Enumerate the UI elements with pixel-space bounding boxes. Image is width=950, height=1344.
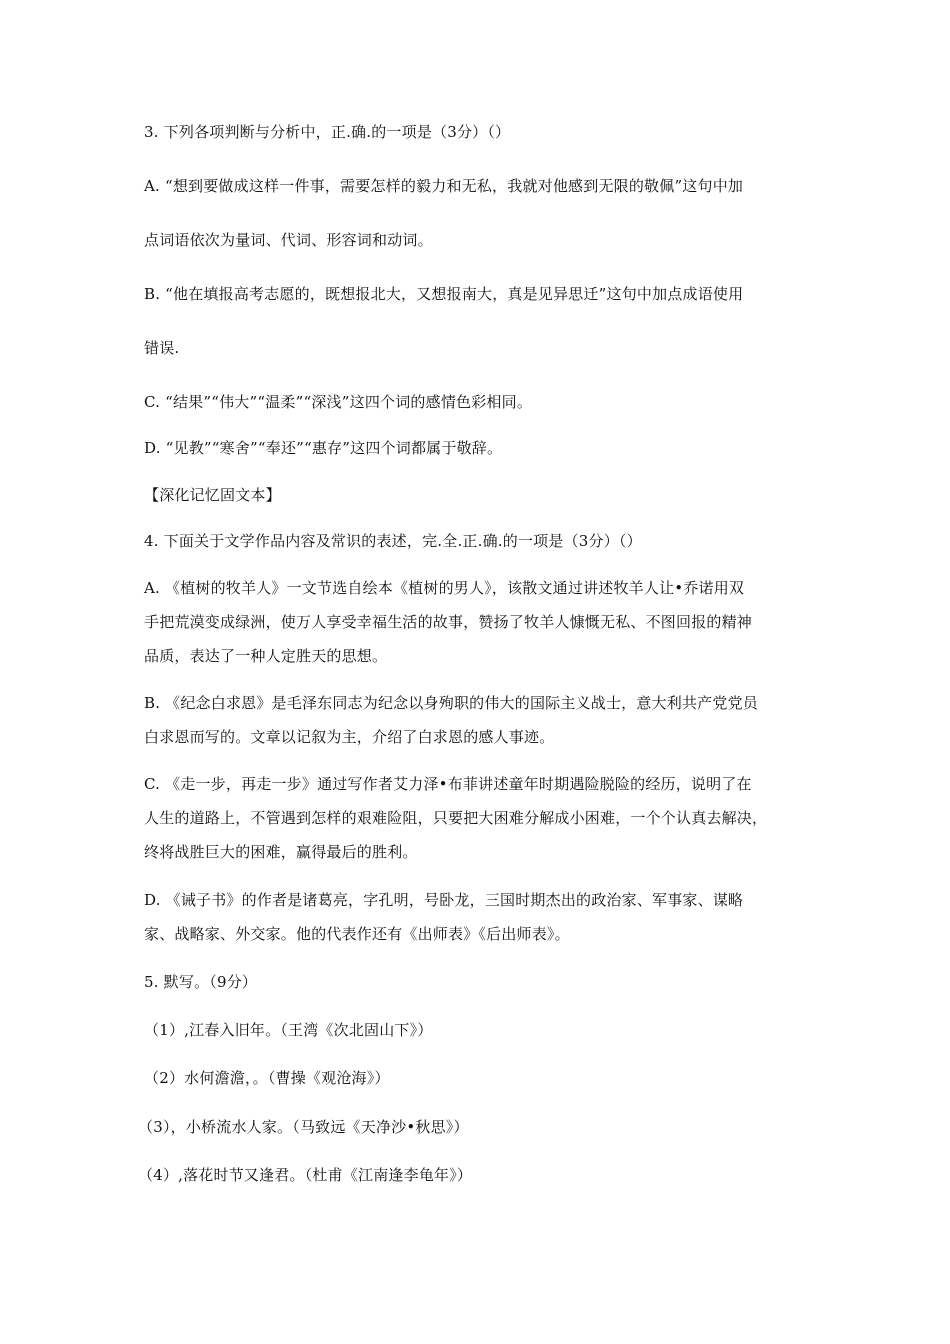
question-4-option-a-line-3: 品质，表达了一种人定胜天的思想。 [144,647,388,665]
question-4-option-b-line-2: 白求恩而写的。文章以记叙为主，介绍了白求恩的感人事迹。 [144,728,555,746]
question-3-option-a-line-1: A. “想到要做成这样一件事，需要怎样的毅力和无私，我就对他感到无限的敬佩”这句中加 [144,177,744,195]
question-5-stem: 5. 默写。（9分） [144,973,258,991]
question-3-option-c: C. “结果”“伟大”“温柔”“深浅”这四个词的感情色彩相同。 [144,393,533,411]
question-4-option-a-line-2: 手把荒漠变成绿洲，使万人享受幸福生活的故事，赞扬了牧羊人慷慨无私、不图回报的精神 [144,613,753,631]
question-3-option-b-line-2: 错误. [144,339,180,357]
question-3-option-b-line-1: B. “他在填报高考志愿的，既想报北大，又想报南大，真是见异思迁”这句中加点成语使用 [144,285,744,303]
question-3-option-d: D. “见教”“寒舍”“奉还”“惠存”这四个词都属于敬辞。 [144,439,503,457]
question-4-option-a-line-1: A. 《植树的牧羊人》一文节选自绘本《植树的男人》，该散文通过讲述牧羊人让•乔诺用双 [144,579,745,597]
question-4-option-c-line-3: 终将战胜巨大的困难，赢得最后的胜利。 [144,843,418,861]
question-3-stem: 3. 下列各项判断与分析中，正.确.的一项是（3分）（） [144,123,511,141]
question-3-option-a-line-2: 点词语依次为量词、代词、形容词和动词。 [144,231,433,249]
question-4-option-d-line-1: D. 《诫子书》的作者是诸葛亮，字孔明，号卧龙，三国时期杰出的政治家、军事家、谋略 [144,891,744,909]
section-heading: 【深化记忆固文本】 [144,486,281,504]
question-4-option-b-line-1: B. 《纪念白求恩》是毛泽东同志为纪念以身殉职的伟大的国际主义战士，意大利共产党党员 [144,694,758,712]
question-5-item-4: （4）,落花时节又逢君。（杜甫《江南逢李龟年》） [138,1166,473,1184]
question-5-item-2: （2）水何澹澹，。（曹操《观沧海》） [144,1069,390,1087]
question-4-option-d-line-2: 家、战略家、外交家。他的代表作还有《出师表》《后出师表》。 [144,925,570,943]
question-4-option-c-line-1: C. 《走一步，再走一步》通过写作者艾力泽•布菲讲述童年时期遇险脱险的经历，说明了在 [144,775,752,793]
question-5-item-1: （1）,江春入旧年。（王湾《次北固山下》） [144,1021,433,1039]
question-4-stem: 4. 下面关于文学作品内容及常识的表述，完.全.正.确.的一项是（3分）（） [144,532,642,550]
question-4-option-c-line-2: 人生的道路上，不管遇到怎样的艰难险阻，只要把大困难分解成小困难，一个个认真去解决， [144,809,768,827]
question-5-item-3: （3），小桥流水人家。（马致远《天净沙•秋思》） [138,1118,469,1136]
